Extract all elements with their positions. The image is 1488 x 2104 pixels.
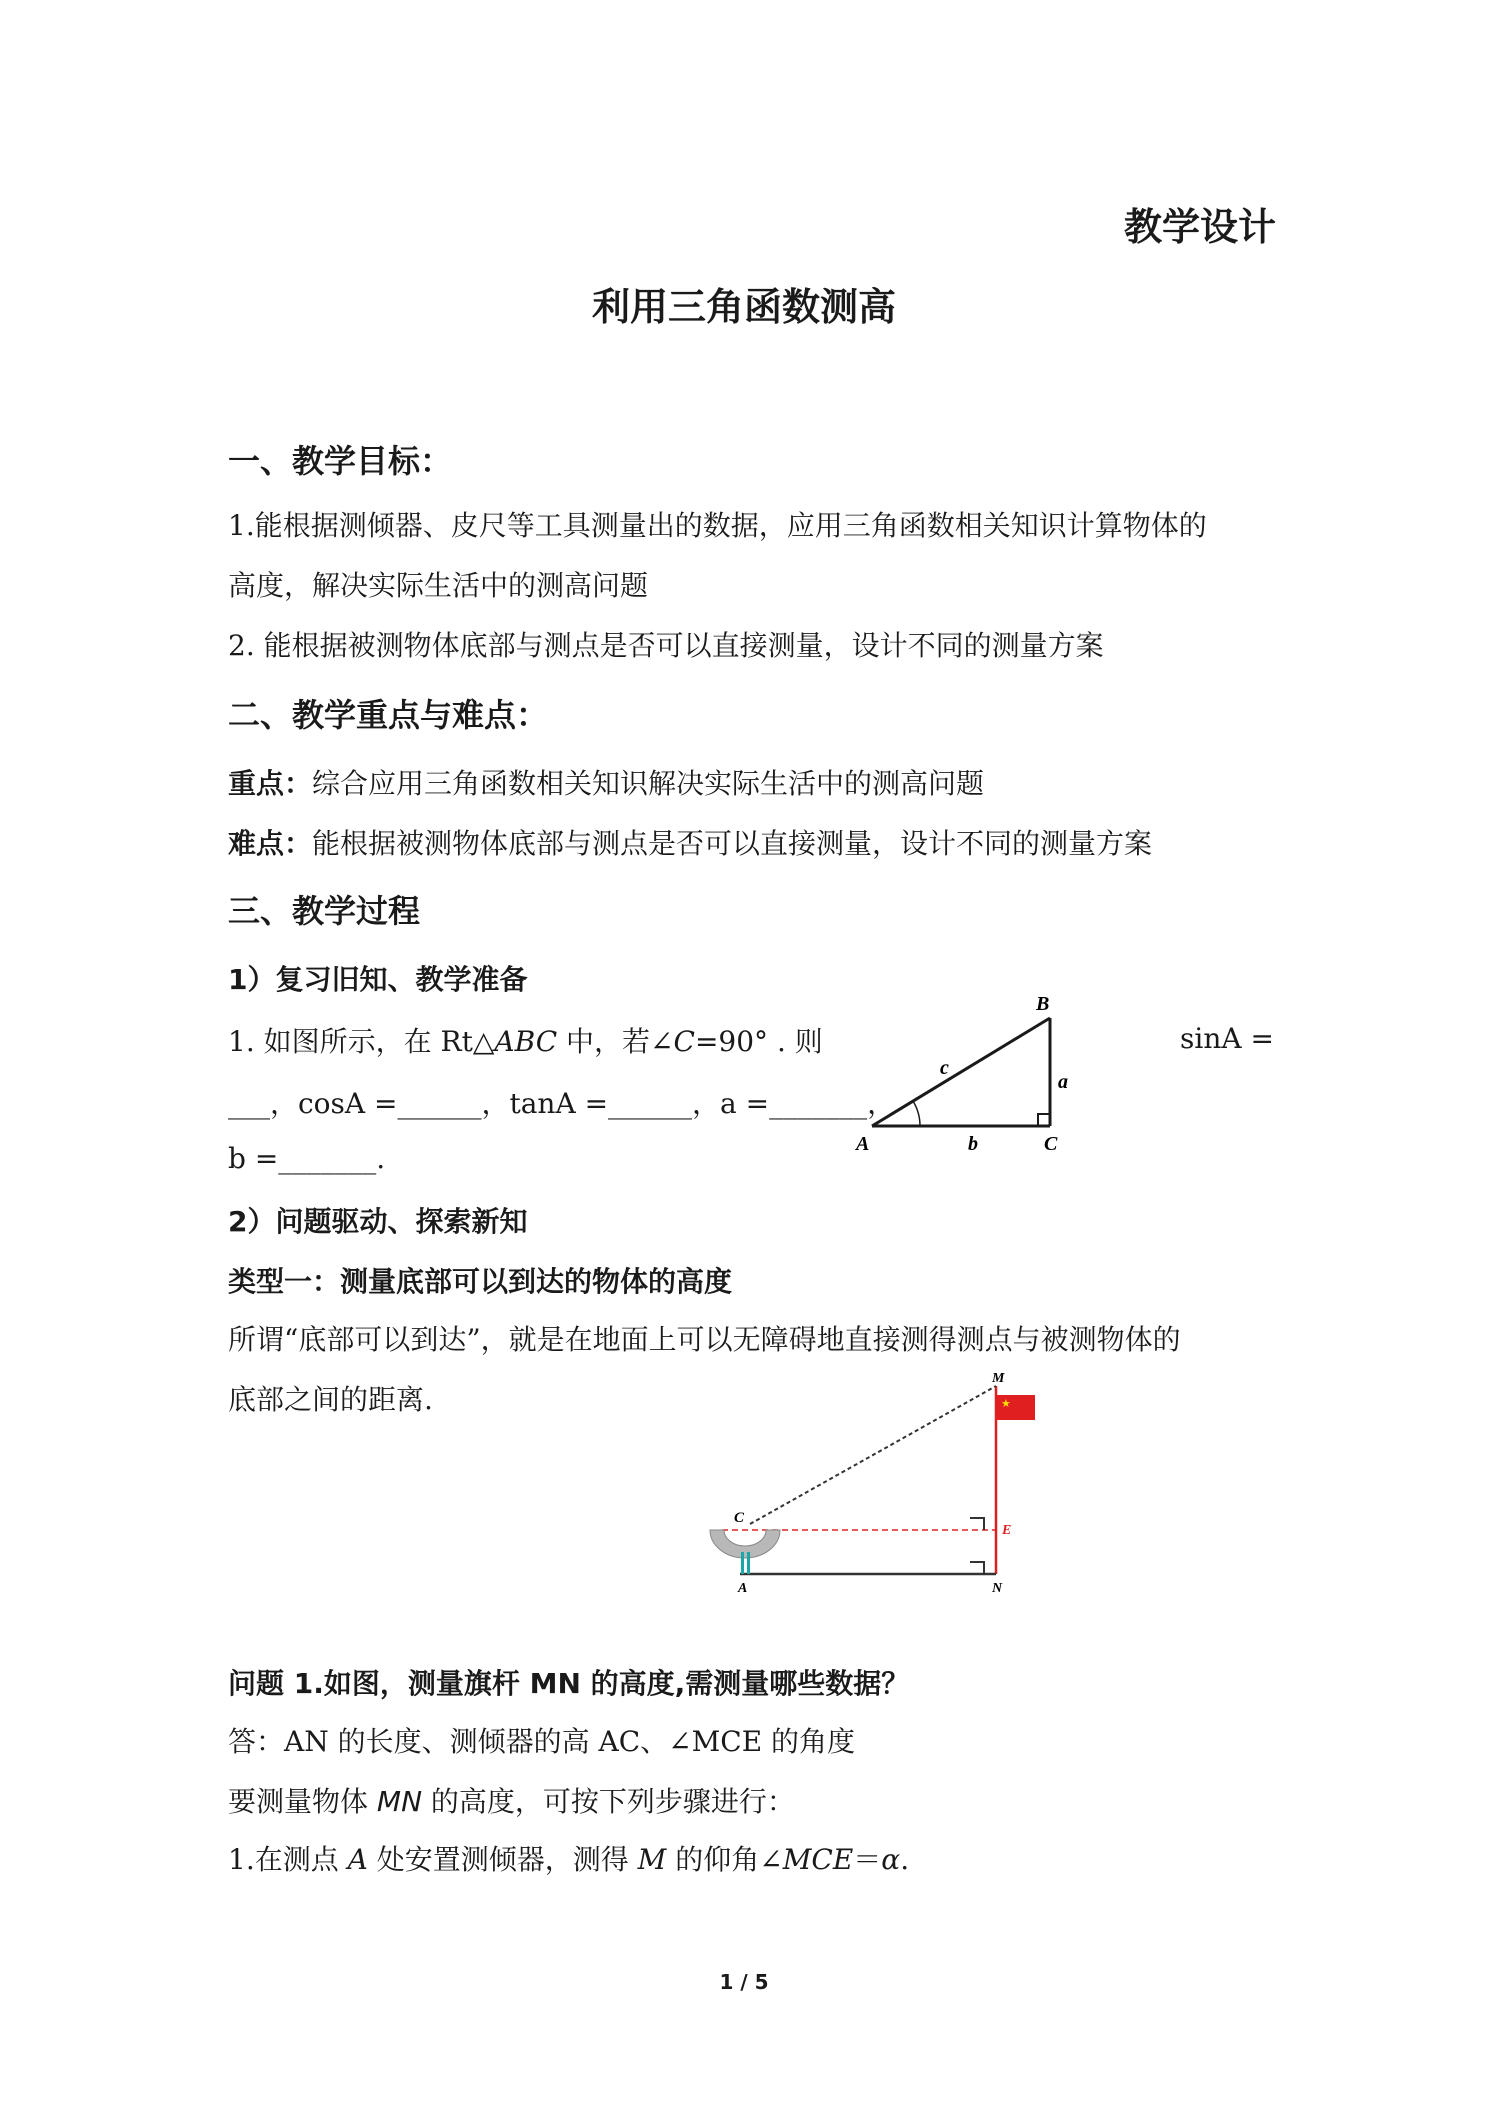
- key-point-text: 综合应用三角函数相关知识解决实际生活中的测高问题: [312, 767, 985, 800]
- sinA-blank-label: sinA =: [1180, 1022, 1274, 1055]
- objective-line-1: 1.能根据测倾器、皮尺等工具测量出的数据，应用三角函数相关知识计算物体的: [228, 509, 1207, 542]
- section-heading-process: 三、教学过程: [228, 892, 421, 930]
- page-number: 1 / 5: [719, 1970, 769, 1994]
- clinometer-protractor: [710, 1530, 780, 1558]
- step-1: [228, 1838, 909, 1878]
- steps-text-b: 的高度，可按下列步骤进行：: [422, 1785, 795, 1818]
- steps-intro: [228, 1780, 795, 1820]
- step1-alpha: α: [881, 1843, 901, 1876]
- review-text-b: 中，若∠: [557, 1025, 674, 1058]
- label-E: E: [1002, 1523, 1012, 1538]
- step1-equals: ＝: [853, 1843, 882, 1876]
- difficulty-line: [228, 822, 1152, 862]
- label-M: M: [992, 1371, 1005, 1386]
- flag-star-icon: ★: [1001, 1397, 1011, 1410]
- review-question-line-1: [228, 1020, 823, 1060]
- label-B: B: [1036, 993, 1050, 1015]
- step1-angle-mce: MCE: [782, 1843, 854, 1876]
- step1-text-a: 1.在测点: [228, 1843, 348, 1876]
- review-question-line-2: ___，cosA =______，tanA =______，a =_______，: [228, 1087, 896, 1120]
- key-point-label: 重点：: [228, 767, 313, 800]
- step1-period: .: [900, 1843, 910, 1876]
- right-angle-mark-E: [970, 1518, 984, 1530]
- question-1: 问题 1.如图，测量旗杆 MN 的高度,需测量哪些数据？: [228, 1667, 910, 1700]
- right-angle-mark: [1038, 1114, 1050, 1126]
- label-a: a: [1058, 1071, 1068, 1093]
- definition-line-1: 所谓“底部可以到达”，就是在地面上可以无障碍地直接测得测点与被测物体的: [228, 1323, 1181, 1356]
- label-A: A: [856, 1133, 870, 1155]
- steps-object-mn: MN: [376, 1785, 423, 1818]
- angle-a-arc: [913, 1101, 920, 1126]
- step1-text-b: 处安置测倾器，测得: [367, 1843, 638, 1876]
- review-angle-c: C: [673, 1025, 695, 1058]
- step1-point-M: M: [637, 1843, 667, 1876]
- label-C: C: [1044, 1133, 1058, 1155]
- page-title: 利用三角函数测高: [591, 285, 896, 329]
- doc-type-label: 教学设计: [1123, 205, 1276, 249]
- definition-line-2: 底部之间的距离.: [228, 1383, 433, 1416]
- right-triangle-figure: [850, 988, 1090, 1158]
- difficulty-text: 能根据被测物体底部与测点是否可以直接测量，设计不同的测量方案: [312, 827, 1153, 860]
- hypotenuse-c: [872, 1018, 1050, 1126]
- label-A-figure: A: [738, 1581, 748, 1596]
- clinometer-stand-left: [741, 1552, 744, 1574]
- clinometer-stand-right: [747, 1552, 750, 1574]
- label-c: c: [940, 1057, 949, 1079]
- difficulty-label: 难点：: [228, 827, 313, 860]
- label-C-figure: C: [734, 1510, 745, 1526]
- step1-text-c: 的仰角∠: [666, 1843, 783, 1876]
- flagpole-measurement-figure: [700, 1370, 1060, 1600]
- label-N: N: [992, 1581, 1003, 1596]
- steps-text-a: 要测量物体: [228, 1785, 377, 1818]
- review-text-a: 1. 如图所示，在 Rt△: [228, 1025, 495, 1058]
- objective-line-3: 2. 能根据被测物体底部与测点是否可以直接测量，设计不同的测量方案: [228, 629, 1104, 662]
- key-point-line: [228, 762, 984, 802]
- section-heading-objectives: 一、教学目标：: [228, 442, 453, 480]
- subsection-explore: 2）问题驱动、探索新知: [228, 1205, 528, 1238]
- objective-line-2: 高度，解决实际生活中的测高问题: [228, 569, 649, 602]
- section-heading-key-points: 二、教学重点与难点：: [228, 696, 549, 734]
- type-1-heading: 类型一：测量底部可以到达的物体的高度: [228, 1265, 733, 1298]
- sight-line-CM: [750, 1386, 996, 1524]
- review-question-line-3: b =_______.: [228, 1142, 386, 1175]
- answer-1: 答：AN 的长度、测倾器的高 AC、∠MCE 的角度: [228, 1725, 856, 1758]
- review-triangle-name: ABC: [494, 1025, 558, 1058]
- step1-point-A: A: [347, 1843, 368, 1876]
- label-b: b: [968, 1133, 978, 1155]
- subsection-review: 1）复习旧知、教学准备: [228, 963, 528, 996]
- right-angle-mark-N: [970, 1562, 984, 1574]
- review-text-d: =90° . 则: [694, 1025, 823, 1058]
